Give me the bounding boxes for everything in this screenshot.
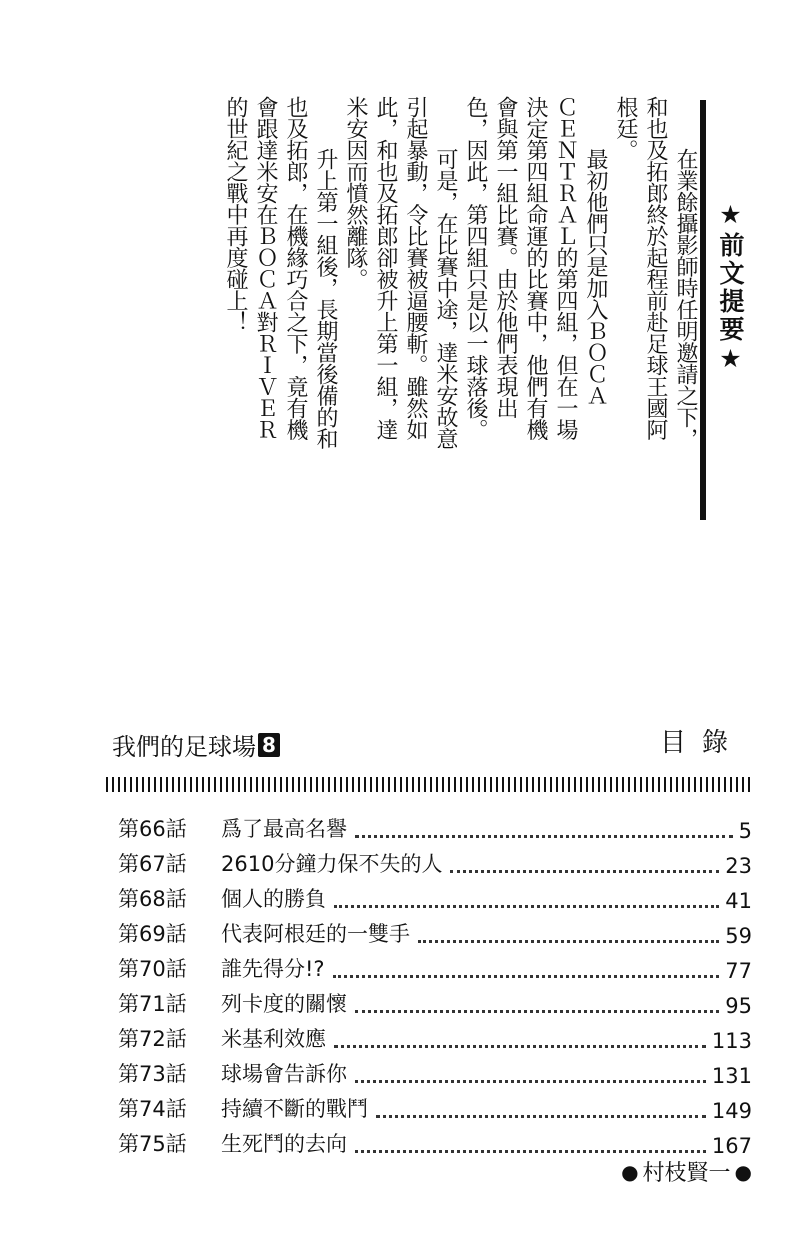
synopsis-text — [222, 96, 700, 526]
toc-entry[interactable] — [118, 1088, 752, 1123]
toc-ruler — [106, 777, 750, 792]
synopsis-line: 決定第四組命運的比賽中，他們有機 — [523, 96, 548, 440]
toc-entry[interactable] — [118, 1123, 752, 1158]
dot-leader — [450, 869, 719, 873]
author-name: 村枝賢一 — [642, 1161, 731, 1186]
toc-entry[interactable] — [118, 808, 752, 843]
toc-entry[interactable] — [118, 1018, 752, 1053]
toc-entry[interactable] — [118, 843, 752, 878]
toc-entry[interactable] — [118, 1053, 752, 1088]
synopsis-heading: ★前文提要★ — [716, 200, 745, 376]
toc-title: 目錄 — [659, 728, 744, 758]
bullet-icon: ● — [621, 1159, 639, 1184]
book-title-text: 我們的足球場 — [112, 733, 256, 761]
page-number: 95 — [725, 994, 752, 1018]
synopsis-line: 色，因此，第四組只是以一球落後。 — [463, 96, 488, 440]
synopsis-line: 可是，在比賽中途，達米安故意 — [433, 148, 458, 449]
episode-title: 誰先得分!? — [221, 957, 325, 981]
dot-leader — [355, 1009, 719, 1013]
episode-number: 第71話 — [118, 992, 187, 1016]
dot-leader — [333, 974, 720, 978]
book-title — [112, 727, 280, 762]
episode-title: 2610分鐘力保不失的人 — [221, 852, 443, 876]
toc-entry[interactable] — [118, 983, 752, 1018]
episode-title: 生死鬥的去向 — [221, 1132, 347, 1156]
page-number: 167 — [711, 1134, 752, 1158]
episode-number: 第68話 — [118, 887, 187, 911]
episode-number: 第74話 — [118, 1097, 187, 1121]
dot-leader — [355, 834, 733, 838]
episode-title: 個人的勝負 — [221, 887, 326, 911]
page-number: 113 — [711, 1029, 752, 1053]
synopsis-line: 的世紀之戰中再度碰上！ — [223, 96, 248, 333]
dot-leader — [334, 1044, 706, 1048]
page-number: 131 — [711, 1064, 752, 1088]
synopsis-line: 在業餘攝影師時任明邀請之下， — [673, 148, 698, 449]
dot-leader — [355, 1149, 706, 1153]
synopsis-line: 和也及拓郎終於起程前赴足球王國阿 — [643, 96, 668, 440]
synopsis-line: 引起暴動，令比賽被逼腰斬。雖然如 — [403, 96, 428, 440]
bullet-icon: ● — [734, 1159, 752, 1184]
page-number: 5 — [738, 819, 752, 843]
episode-title: 爲了最高名譽 — [221, 817, 347, 841]
page-number: 149 — [711, 1099, 752, 1123]
episode-title: 米基利效應 — [221, 1027, 326, 1051]
toc-entry[interactable] — [118, 878, 752, 913]
episode-number: 第69話 — [118, 922, 187, 946]
episode-title: 持續不斷的戰鬥 — [221, 1097, 368, 1121]
synopsis-line: 也及拓郎，在機緣巧合之下，竟有機 — [283, 96, 308, 440]
episode-title: 球場會告訴你 — [221, 1062, 347, 1086]
synopsis-line: 此，和也及拓郎卻被升上第一組，達 — [373, 96, 398, 440]
dot-leader — [418, 939, 719, 943]
synopsis-line: 會跟達米安在ＢＯＣＡ對ＲＩＶＥＲ — [253, 96, 278, 440]
episode-title: 代表阿根廷的一雙手 — [221, 922, 410, 946]
dot-leader — [334, 904, 719, 908]
toc-entry[interactable] — [118, 913, 752, 948]
toc-entry[interactable] — [118, 948, 752, 983]
episode-number: 第67話 — [118, 852, 187, 876]
episode-number: 第73話 — [118, 1062, 187, 1086]
episode-number: 第66話 — [118, 817, 187, 841]
synopsis-line: 根廷。 — [613, 96, 638, 161]
heading-rule — [700, 100, 706, 520]
synopsis-line: 最初他們只是加入ＢＯＣＡ — [583, 148, 608, 406]
volume-badge: 8 — [258, 733, 280, 757]
dot-leader — [376, 1114, 706, 1118]
page-number: 41 — [725, 889, 752, 913]
page-number: 23 — [725, 854, 752, 878]
dot-leader — [355, 1079, 706, 1083]
synopsis-line: 會與第一組比賽。由於他們表現出 — [493, 96, 518, 419]
page-number: 77 — [725, 959, 752, 983]
author-credit — [621, 1156, 752, 1187]
episode-number: 第72話 — [118, 1027, 187, 1051]
synopsis-line: 米安因而憤然離隊。 — [343, 96, 368, 290]
episode-title: 列卡度的關懷 — [221, 992, 347, 1016]
synopsis-line: 升上第一組後，長期當後備的和 — [313, 148, 338, 449]
synopsis-line: ＣＥＮＴＲＡＬ的第四組，但在一場 — [553, 96, 578, 440]
toc-list — [118, 808, 752, 1158]
episode-number: 第70話 — [118, 957, 187, 981]
episode-number: 第75話 — [118, 1132, 187, 1156]
page-number: 59 — [725, 924, 752, 948]
